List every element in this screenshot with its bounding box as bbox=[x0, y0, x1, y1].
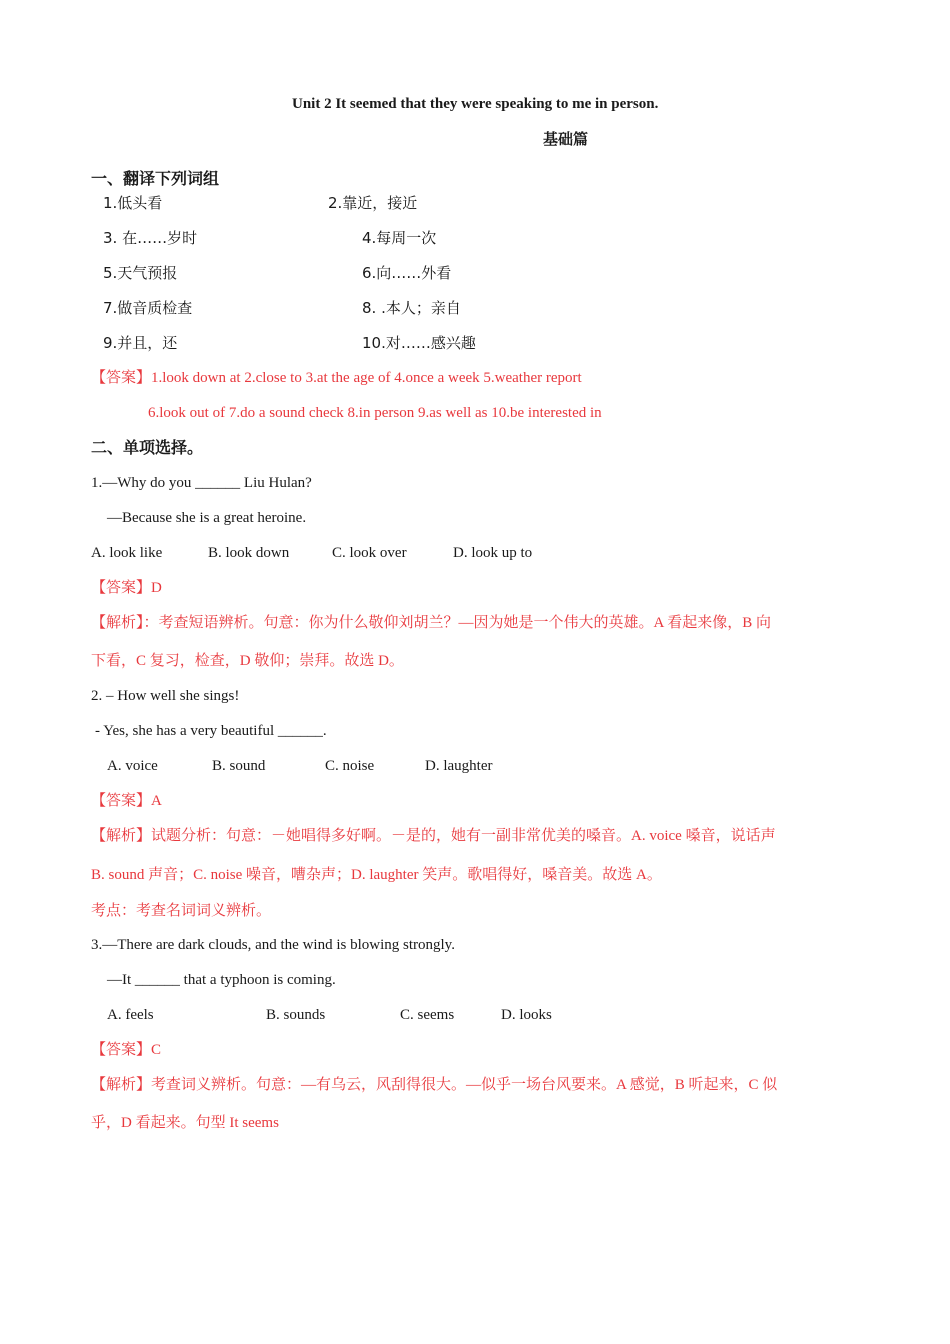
option-d: D. looks bbox=[501, 1007, 552, 1023]
question-stem: 1.—Why do you ______ Liu Hulan? bbox=[91, 475, 312, 491]
analysis-cont: 乎，D 看起来。句型 It seems bbox=[91, 1115, 279, 1131]
option-d: D. look up to bbox=[453, 545, 533, 561]
analysis: 【解析】考查词义辨析。句意：—有乌云，风刮得很大。—似乎一场台风要来。A 感觉，B 听起来，C 似 bbox=[91, 1077, 778, 1093]
phrase-item: 7.做音质检查 bbox=[103, 299, 193, 317]
question-stem: 2. – How well she sings! bbox=[91, 688, 240, 704]
answer: 【答案】D bbox=[91, 580, 162, 596]
analysis: 【解析】试题分析：句意：－她唱得多好啊。－是的，她有一副非常优美的嗓音。A. voice 嗓音，说话声 bbox=[91, 828, 776, 844]
knowledge-point: 考点：考查名词词义辨析。 bbox=[91, 901, 272, 919]
question-stem: 3.—There are dark clouds, and the wind is blowing strongly. bbox=[91, 937, 455, 953]
option-b: B. look down bbox=[208, 545, 290, 561]
option-c: C. noise bbox=[325, 758, 375, 774]
option-a: A. voice bbox=[107, 758, 158, 774]
question-reply: —Because she is a great heroine. bbox=[107, 510, 307, 526]
analysis-cont: B. sound 声音；C. noise 噪音，嘈杂声；D. laughter 笑声。歌唱得好，嗓音美。故选 A。 bbox=[91, 867, 662, 883]
analysis: 【解析】：考查短语辨析。句意：你为什么敬仰刘胡兰？—因为她是一个伟大的英雄。A 看起来像，B 向 bbox=[91, 615, 772, 631]
option-a: A. feels bbox=[107, 1007, 154, 1023]
phrase-item: 8. .本人；亲自 bbox=[362, 299, 461, 317]
question-reply: - Yes, she has a very beautiful ______. bbox=[95, 723, 327, 739]
phrase-item: 3. 在……岁时 bbox=[103, 229, 198, 247]
section2-heading: 二、单项选择。 bbox=[91, 438, 204, 457]
option-b: B. sounds bbox=[266, 1007, 326, 1023]
phrase-item: 2.靠近，接近 bbox=[328, 194, 418, 212]
answer: 【答案】C bbox=[91, 1042, 162, 1058]
option-d: D. laughter bbox=[425, 758, 493, 774]
phrase-item: 1.低头看 bbox=[103, 194, 163, 212]
option-a: A. look like bbox=[91, 545, 163, 561]
option-b: B. sound bbox=[212, 758, 266, 774]
analysis-cont: 下看，C 复习，检查，D 敬仰；崇拜。故选 D。 bbox=[91, 653, 404, 669]
phrase-item: 9.并且，还 bbox=[103, 334, 178, 352]
question-reply: —It ______ that a typhoon is coming. bbox=[107, 972, 336, 988]
phrase-item: 4.每周一次 bbox=[362, 229, 437, 247]
section1-answer: 【答案】1.look down at 2.close to 3.at the age of 4.once a week 5.weather report bbox=[91, 370, 582, 386]
section1-answer-cont: 6.look out of 7.do a sound check 8.in person 9.as well as 10.be interested in bbox=[148, 405, 602, 421]
phrase-item: 6.向……外看 bbox=[362, 264, 452, 282]
option-c: C. look over bbox=[332, 545, 407, 561]
option-c: C. seems bbox=[400, 1007, 455, 1023]
section1-heading: 一、翻译下列词组 bbox=[91, 169, 220, 188]
page-title: Unit 2 It seemed that they were speaking to me in person. bbox=[292, 96, 659, 112]
answer: 【答案】A bbox=[91, 793, 162, 809]
phrase-item: 5.天气预报 bbox=[103, 264, 178, 282]
page-subtitle: 基础篇 bbox=[543, 130, 589, 148]
phrase-item: 10.对……感兴趣 bbox=[362, 334, 476, 352]
